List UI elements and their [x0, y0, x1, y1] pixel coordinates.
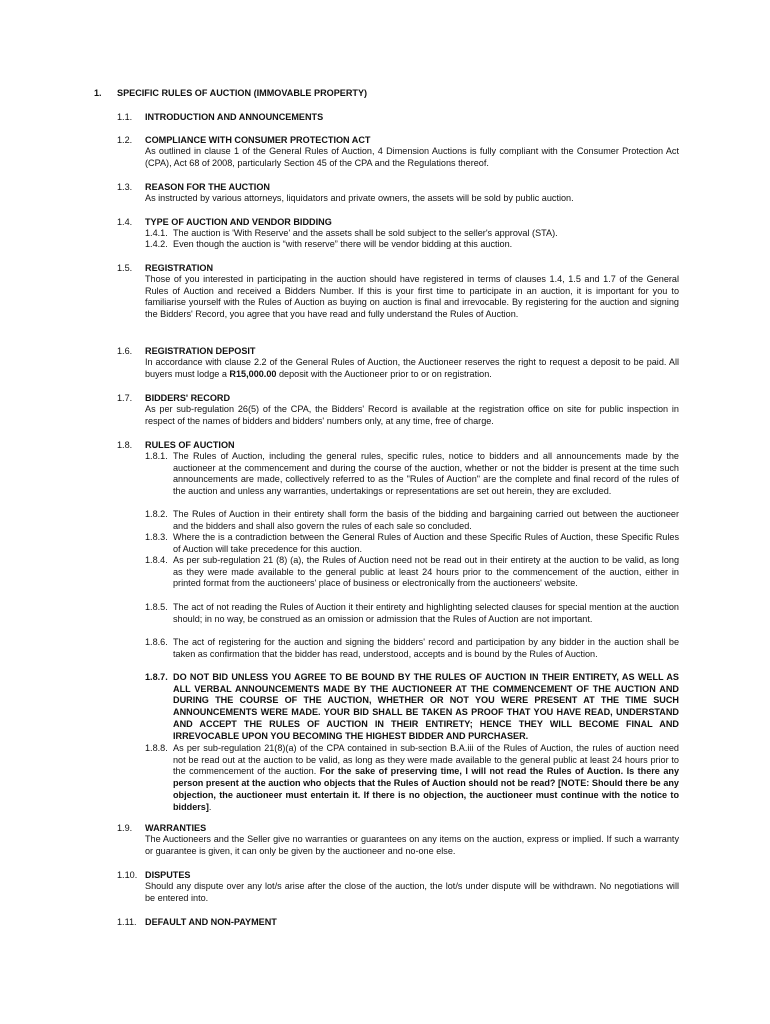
deposit-amount: R15,000.00 [229, 368, 277, 379]
subsection-title: REGISTRATION [145, 263, 214, 273]
subsection-number: 1.8. [117, 440, 133, 450]
subsection-title: REASON FOR THE AUCTION [145, 182, 270, 192]
item-text: Where the is a contradiction between the General Rules of Auction and these Specific Rules of Auction, these Specific Rules of Auction will take precedence for this auction. [173, 532, 679, 554]
subsection-number: 1.3. [117, 182, 133, 192]
item-text-plain: As per sub-regulation 21(8)(a) of the CPA contained in sub-section B.A.iii of the Rules of Auction, the rules of auction need not be read out at the auction to be valid, as long as they were made available to the general public at least 24 hours prior to the commencement of the auction. [173, 743, 679, 777]
item-number: 1.8.2. [145, 509, 168, 519]
item-number: 1.8.6. [145, 637, 168, 647]
warning-text: DO NOT BID UNLESS YOU AGREE TO BE BOUND BY THE RULES OF AUCTION IN THEIR ENTIRETY, AS WELL AS ALL VERBAL ANNOUNCEMENTS MADE BY THE AUCTIONEER AT THE COMMENCEMENT OF THE AUCTION AND DURING THE COURSE OF THE AUCTION, WHETHER OR NOT YOU WERE PRESENT AT THE TIME SUCH ANNOUNCEMENTS WERE MADE. YOUR BID SHALL BE TAKEN AS PROOF THAT YOU HAVE READ, UNDERSTAND AND ACCEPT THE RULES OF AUCTION IN THEIR ENTIRETY; HENCE THEY WILL BECOME FINAL AND IRREVOCABLE UPON YOU BECOMING THE HIGHEST BIDDER AND PURCHASER. [173, 672, 679, 741]
paragraph: As outlined in clause 1 of the General Rules of Auction, 4 Dimension Auctions is fully compliant with the Consumer Protection Act (CPA), Act 68 of 2008, particularly Section 45 of the CPA and the Regulations thereof. [145, 146, 679, 168]
subsection-title: COMPLIANCE WITH CONSUMER PROTECTION ACT [145, 135, 371, 145]
subsection-number: 1.2. [117, 135, 133, 145]
subsection-title: BIDDERS' RECORD [145, 393, 231, 403]
item-text: Even though the auction is “with reserve” there will be vendor bidding at this auction. [173, 239, 513, 249]
paragraph: As instructed by various attorneys, liquidators and private owners, the assets will be sold by public auction. [145, 193, 574, 203]
item-text [173, 743, 679, 813]
section-title: SPECIFIC RULES OF AUCTION (IMMOVABLE PROPERTY) [117, 88, 368, 98]
subsection-number: 1.9. [117, 823, 133, 833]
subsection-number: 1.7. [117, 393, 133, 403]
item-number: 1.8.1. [145, 451, 168, 461]
paragraph: The Auctioneers and the Seller give no warranties or guarantees on any items on the auction, express or implied. If such a warranty or guarantee is given, it can only be given by the auctioneer and no-one else. [145, 834, 679, 856]
item-number: 1.4.1. [145, 228, 168, 238]
item-number: 1.8.5. [145, 602, 168, 612]
item-number: 1.4.2. [145, 239, 168, 249]
subsection-title: DEFAULT AND NON-PAYMENT [145, 917, 277, 927]
paragraph: Should any dispute over any lot/s arise after the close of the auction, the lot/s under dispute will be withdrawn. No negotiations will be entered into. [145, 881, 679, 903]
paragraph: Those of you interested in participating in the auction should have registered in terms of clauses 1.4, 1.5 and 1.7 of the General Rules of Auction and received a Bidders Number. If this is your first time to participate in an auction, it is important for you to familiarise yourself with the Rules of Auction as buying on auction is final and irrevocable. By registering for the auction and signing the Bidders' Record, you agree that you have read and fully understand the Rules of Auction. [145, 274, 679, 320]
subsection-title: WARRANTIES [145, 823, 207, 833]
item-text: The Rules of Auction in their entirety shall form the basis of the bidding and bargaining carried out between the auctioneer and the bidders and shall also govern the rules of each sale so concluded. [173, 509, 679, 531]
subsection-number: 1.10. [117, 870, 138, 880]
subsection-number: 1.11. [117, 917, 137, 927]
item-text: The act of not reading the Rules of Auction it their entirety and highlighting selected clauses for special mention at the auction should; in no way, be construed as an omission or admission that the Rules of Auction are not important. [173, 602, 679, 624]
subsection-number: 1.4. [117, 217, 133, 227]
item-number: 1.8.8. [145, 743, 168, 753]
item-text: The act of registering for the auction and signing the bidders' record and participation by any bidder in the auction shall be taken as confirmation that the bidder has read, understood, accepts and is bound by the Rules of Auction. [173, 637, 679, 659]
subsection-number: 1.5. [117, 263, 133, 273]
paragraph-text: In accordance with clause 2.2 of the General Rules of Auction, the Auctioneer reserves the right to request a deposit to be paid. All buyers must lodge a [145, 357, 679, 379]
subsection-number: 1.6. [117, 346, 133, 356]
item-text-bold: For the sake of preserving time, I will not read the Rules of Auction. Is there any person present at the auction who objects that the Rules of Auction should not be read? [NOTE: Should there be any objection, the auctioneer must entertain it. If there is no objection, the auctioneer must continue with the notice to bidders] [173, 766, 679, 812]
subsection-title: INTRODUCTION AND ANNOUNCEMENTS [145, 112, 324, 122]
paragraph-text: deposit with the Auctioneer prior to or on registration. [276, 368, 492, 379]
paragraph [145, 357, 679, 380]
item-text: The Rules of Auction, including the general rules, specific rules, notice to bidders and all announcements made by the auctioneer at the commencement and during the course of the auction, whether or not the bidder is present at the time such announcements are made, collectively referred to as the "Rules of Auction" are the complete and final record of the rules of the auction and unless any warranties, undertakings or representations are set out herein, they are excluded. [173, 451, 679, 497]
subsection-number: 1.1. [117, 112, 133, 122]
subsection-title: TYPE OF AUCTION AND VENDOR BIDDING [145, 217, 332, 227]
section-number: 1. [94, 88, 102, 98]
subsection-title: RULES OF AUCTION [145, 440, 235, 450]
item-text-plain: . [208, 801, 212, 812]
subsection-title: REGISTRATION DEPOSIT [145, 346, 256, 356]
paragraph: As per sub-regulation 26(5) of the CPA, the Bidders' Record is available at the registration office on site for public inspection in respect of the names of bidders and bidders' numbers only, at any time, free of charge. [145, 404, 679, 426]
item-number: 1.8.4. [145, 555, 168, 565]
item-number: 1.8.3. [145, 532, 168, 542]
item-text: As per sub-regulation 21 (8) (a), the Rules of Auction need not be read out in their entirety at the auction to be valid, as long as they were made available to the general public at least 24 hours prior to the commencement of the auction, either in printed format from the auctioneers' place of business or electronically from the auctioneers' website. [173, 555, 679, 589]
item-number: 1.8.7. [145, 672, 168, 682]
item-text: The auction is 'With Reserve' and the assets shall be sold subject to the seller's approval (STA). [173, 228, 558, 238]
subsection-title: DISPUTES [145, 870, 191, 880]
